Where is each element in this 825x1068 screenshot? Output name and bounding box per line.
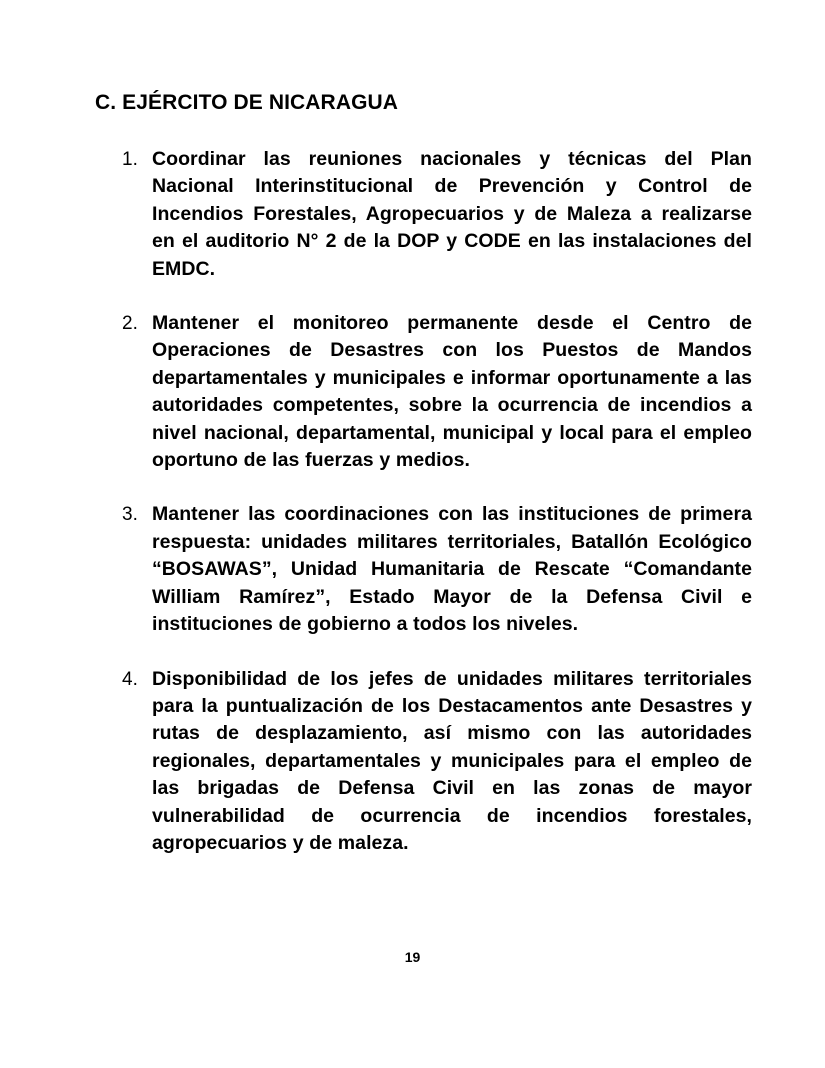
list-item-text: Mantener el monitoreo permanente desde el Centro de Operaciones de Desastres con los Puestos de Mandos departamentales y municipales e informar oportunamente a las autoridades competentes, sobre la ocurrencia de incendios a nivel nacional, departamental, municipal y local para el empleo oportuno de las fuerzas y medios. bbox=[152, 312, 752, 472]
list-item-marker: 2. bbox=[122, 313, 138, 335]
list-item bbox=[118, 501, 752, 638]
page-title: C. EJÉRCITO DE NICARAGUA bbox=[95, 91, 399, 114]
list-item-marker: 1. bbox=[122, 149, 138, 170]
list-item-text: Disponibilidad de los jefes de unidades militares territoriales para la puntualización de los Destacamentos ante Desastres y rutas de desplazamiento, así mismo con las autoridades regionales, departamentales y municipales para el empleo de las brigadas de Defensa Civil en las zonas de mayor vulnerabilidad de ocurrencia de incendios forestales, agropecuarios y de maleza. bbox=[152, 667, 752, 854]
list-item bbox=[118, 146, 752, 283]
list-item bbox=[118, 310, 752, 474]
list-item-marker: 3. bbox=[122, 504, 138, 526]
list-item-marker: 4. bbox=[122, 668, 138, 690]
page-number: 19 bbox=[404, 949, 421, 965]
list-item-text: Mantener las coordinaciones con las instituciones de primera respuesta: unidades militares territoriales, Batallón Ecológico “BOSAWAS”, Unidad Humanitaria de Rescate “Comandante William Ramírez”, Estado Mayor de la Defensa Civil e instituciones de gobierno a todos los niveles. bbox=[152, 503, 752, 636]
list-item-text: Coordinar las reuniones nacionales y técnicas del Plan Nacional Interinstitucional de Prevención y Control de Incendios Forestales, Agropecuarios y de Maleza a realizarse en el auditorio N° 2 de la DOP y CODE en las instalaciones del EMDC. bbox=[152, 148, 752, 280]
list-item bbox=[118, 666, 752, 858]
numbered-list bbox=[118, 146, 752, 857]
